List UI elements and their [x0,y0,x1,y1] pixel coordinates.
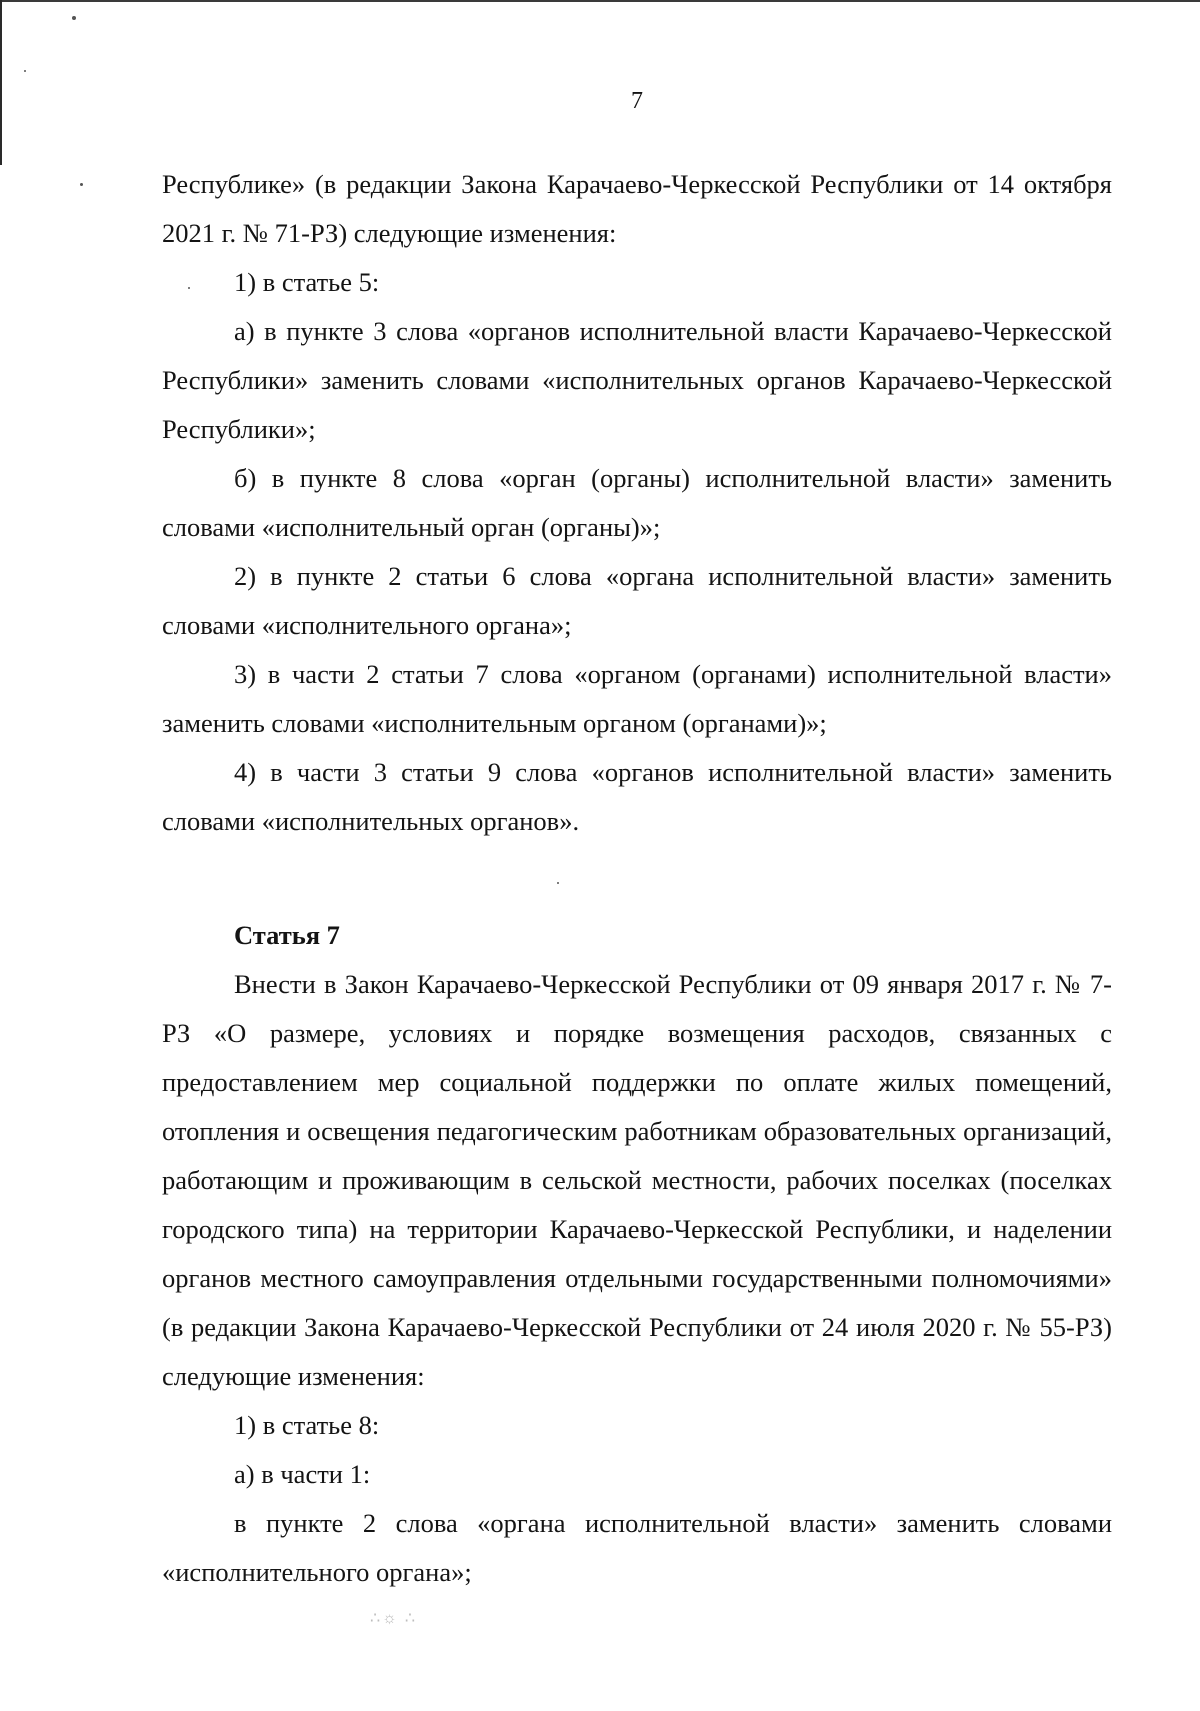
paragraph: в пункте 2 слова «органа исполнительной власти» заменить словами «исполнительного органа»; [162,1508,1112,1587]
paragraph: 3) в части 2 статьи 7 слова «органом (органами) исполнительной власти» заменить словами «исполнительным органом (органами)»; [162,659,1112,738]
paragraph: а) в пункте 3 слова «органов исполнительной власти Карачаево-Черкесской Республики» заменить словами «исполнительных органов Карачаево-Черкесской Республики»; [162,316,1112,444]
paragraph: 1) в статье 8: [234,1410,380,1440]
paragraph: Внести в Закон Карачаево-Черкесской Республики от 09 января 2017 г. № 7-РЗ «О размере, условиях и порядке возмещения расходов, связанных с предоставлением мер социальной поддержки по оплате жилых помещений, отопления и освещения педагогическим работникам образовательных организаций, работающим и проживающим в сельской местности, рабочих поселках (поселках городского типа) на территории Карачаево-Черкесской Республики, и наделении органов местного самоуправления отдельными государственными полномочиями» (в редакции Закона Карачаево-Черкесской Республики от 24 июля 2020 г. № 55-РЗ) следующие изменения: [162,969,1112,1391]
paragraph: б) в пункте 8 слова «орган (органы) исполнительной власти» заменить словами «исполнительный орган (органы)»; [162,463,1112,542]
scan-speck [72,16,76,20]
scan-border-left [0,0,2,165]
scan-border-top [0,0,1200,2]
paragraph: 2) в пункте 2 статьи 6 слова «органа исполнительной власти» заменить словами «исполнительного органа»; [162,561,1112,640]
article-heading: Статья 7 [234,920,340,950]
scan-speck [24,70,26,72]
document-body [162,160,1112,1597]
paragraph: а) в части 1: [234,1459,371,1489]
scan-smudge: ∴☼ ∴ [370,1610,418,1627]
section-spacer [162,846,1112,911]
paragraph: 4) в части 3 статьи 9 слова «органов исполнительной власти» заменить словами «исполнительных органов». [162,757,1112,836]
paragraph: 1) в статье 5: [234,267,380,297]
page-number: 7 [631,88,643,114]
scan-speck [80,183,83,186]
paragraph: Республике» (в редакции Закона Карачаево-Черкесской Республики от 14 октября 2021 г. № 71-РЗ) следующие изменения: [162,169,1112,248]
